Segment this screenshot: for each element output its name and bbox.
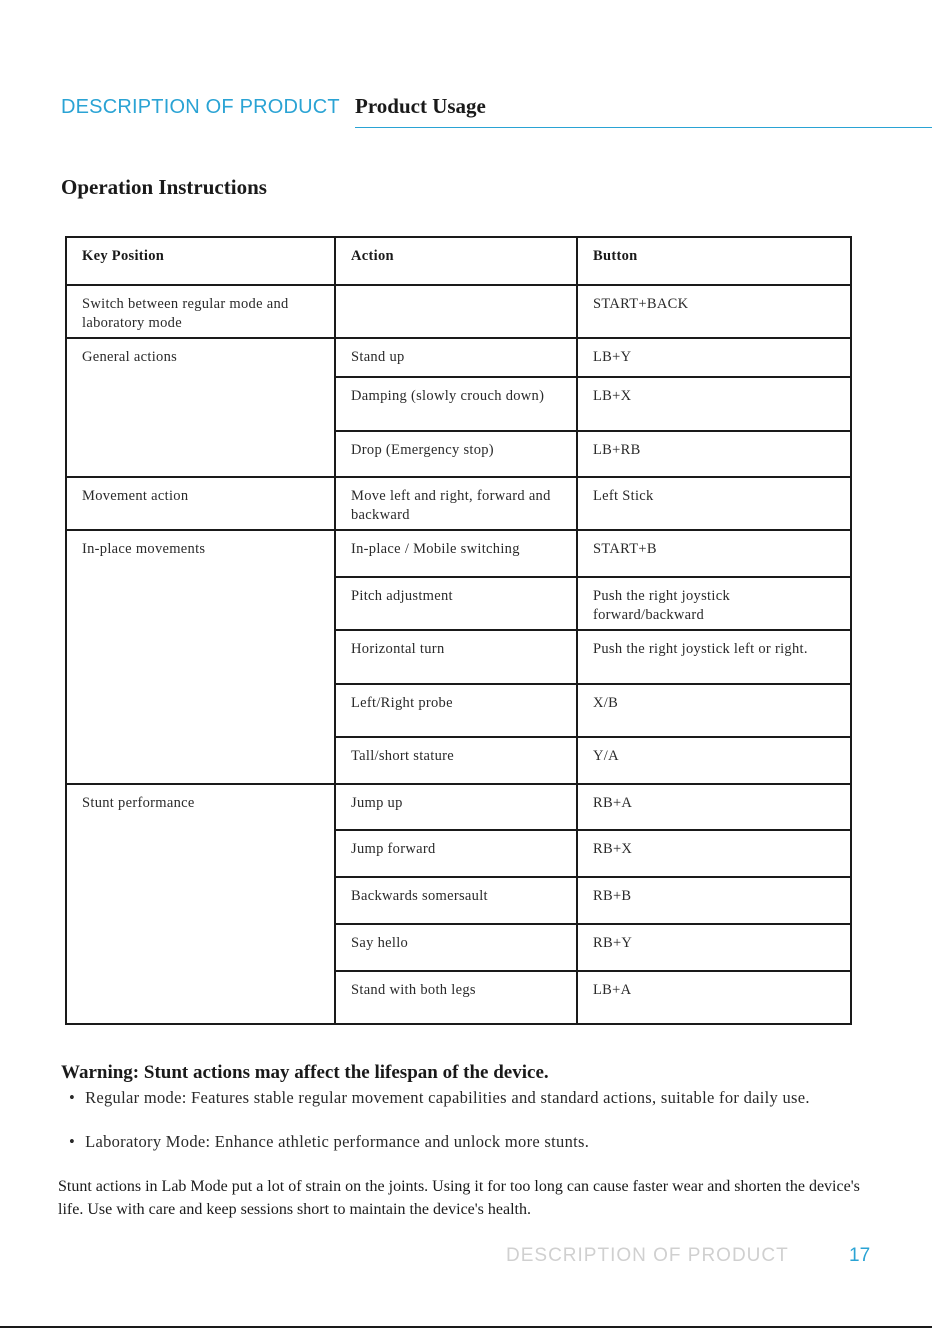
- button-cell: LB+X: [577, 377, 851, 431]
- action-cell: Stand with both legs: [335, 971, 577, 1024]
- table-row: [66, 784, 851, 830]
- button-cell: Y/A: [577, 737, 851, 784]
- table-row: [66, 285, 851, 338]
- action-cell: Horizontal turn: [335, 630, 577, 684]
- action-cell: Left/Right probe: [335, 684, 577, 737]
- action-cell: Backwards somersault: [335, 877, 577, 924]
- bullet-dot-icon: •: [69, 1088, 76, 1107]
- bullet-item: [61, 1134, 861, 1149]
- section-heading: Operation Instructions: [61, 175, 267, 199]
- column-header: Action: [335, 237, 577, 285]
- action-cell: Jump up: [335, 784, 577, 830]
- button-cell: Push the right joystick left or right.: [577, 630, 851, 684]
- action-cell: Tall/short stature: [335, 737, 577, 784]
- key-position-cell: In-place movements: [66, 530, 335, 784]
- button-cell: LB+Y: [577, 338, 851, 377]
- header-section-label: DESCRIPTION OF PRODUCT: [61, 96, 340, 118]
- table-row: [66, 338, 851, 377]
- action-cell: [335, 285, 577, 338]
- bullet-text: Regular mode: Features stable regular movement capabilities and standard actions, suitable for daily use.: [85, 1088, 810, 1107]
- button-cell: RB+B: [577, 877, 851, 924]
- key-position-cell: Stunt performance: [66, 784, 335, 1024]
- strain-note: Stunt actions in Lab Mode put a lot of strain on the joints. Using it for too long can cause faster wear and shorten the device's life. Use with care and keep sessions short to maintain the device's health.: [58, 1178, 860, 1218]
- button-cell: RB+X: [577, 830, 851, 877]
- bullet-text: Laboratory Mode: Enhance athletic performance and unlock more stunts.: [85, 1132, 590, 1151]
- page-number: 17: [849, 1245, 871, 1266]
- button-cell: LB+A: [577, 971, 851, 1024]
- action-cell: In-place / Mobile switching: [335, 530, 577, 577]
- page-title: Product Usage: [355, 94, 486, 118]
- header-divider: [355, 127, 932, 128]
- table-header-row: [66, 237, 851, 285]
- table-row: [66, 477, 851, 530]
- key-position-cell: Movement action: [66, 477, 335, 530]
- table-row: [66, 530, 851, 577]
- warning-heading: Warning: Stunt actions may affect the lifespan of the device.: [61, 1062, 549, 1083]
- bullet-item: [61, 1090, 861, 1105]
- footer-section-label: DESCRIPTION OF PRODUCT: [506, 1245, 789, 1266]
- action-cell: Say hello: [335, 924, 577, 971]
- action-cell: Drop (Emergency stop): [335, 431, 577, 477]
- key-position-cell: General actions: [66, 338, 335, 477]
- button-cell: START+B: [577, 530, 851, 577]
- operation-table: [65, 236, 852, 1025]
- button-cell: LB+RB: [577, 431, 851, 477]
- column-header: Key Position: [66, 237, 335, 285]
- button-cell: Left Stick: [577, 477, 851, 530]
- action-cell: Move left and right, forward and backward: [335, 477, 577, 530]
- button-cell: X/B: [577, 684, 851, 737]
- bullet-dot-icon: •: [69, 1132, 76, 1151]
- key-position-cell: Switch between regular mode and laboratory mode: [66, 285, 335, 338]
- action-cell: Damping (slowly crouch down): [335, 377, 577, 431]
- button-cell: Push the right joystick forward/backward: [577, 577, 851, 630]
- button-cell: RB+Y: [577, 924, 851, 971]
- column-header: Button: [577, 237, 851, 285]
- button-cell: START+BACK: [577, 285, 851, 338]
- action-cell: Pitch adjustment: [335, 577, 577, 630]
- button-cell: RB+A: [577, 784, 851, 830]
- action-cell: Stand up: [335, 338, 577, 377]
- action-cell: Jump forward: [335, 830, 577, 877]
